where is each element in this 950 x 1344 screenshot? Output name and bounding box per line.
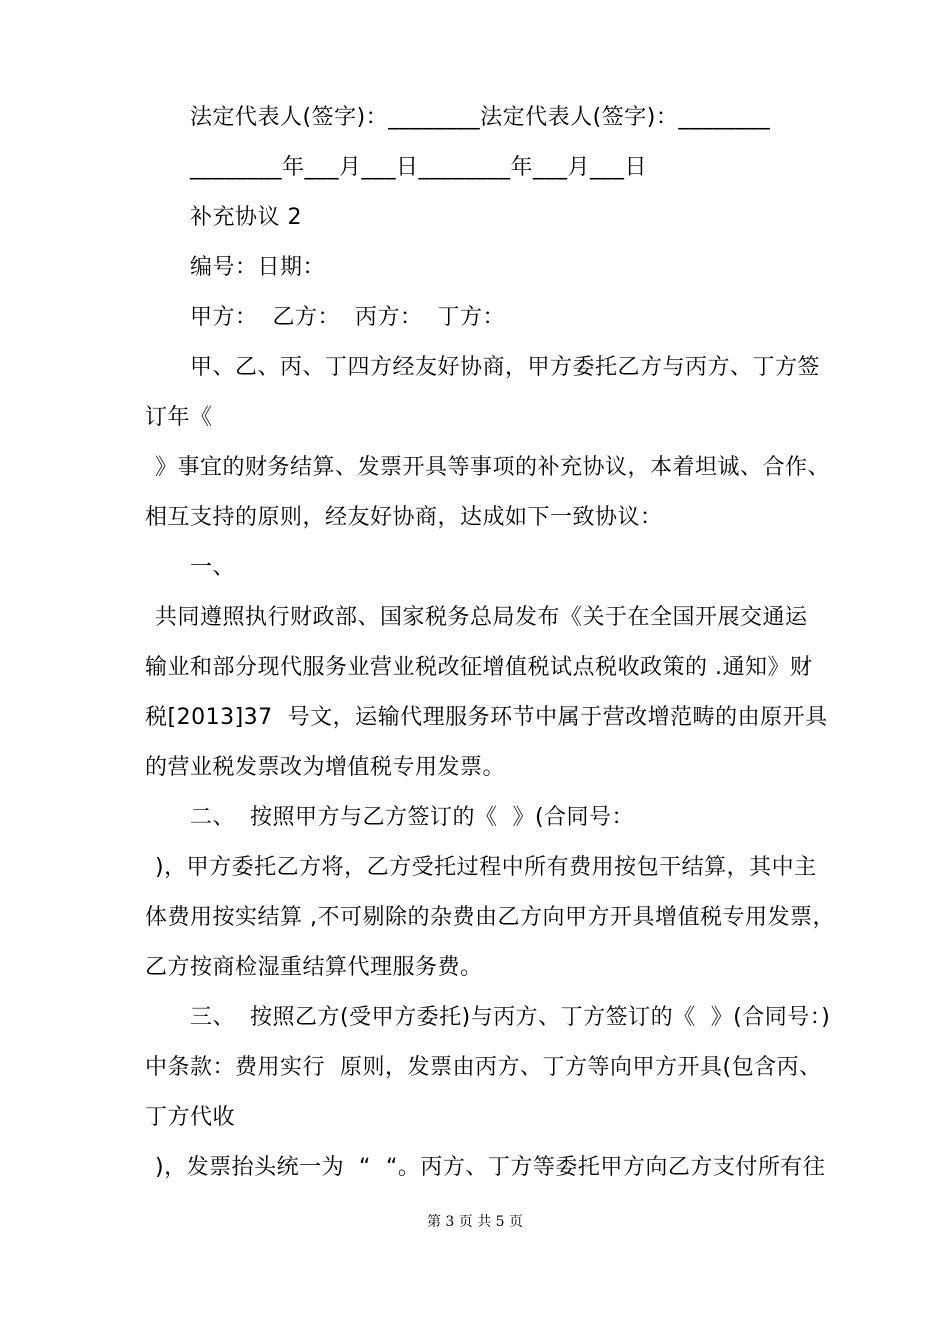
text-line-5: 甲方： 乙方： 丙方： 丁方： <box>190 305 505 330</box>
text-line-19: 三、 按照乙方(受甲方委托)与丙方、丁方签订的《 》(合同号：) <box>190 1005 831 1030</box>
text-line-14: 的营业税发票改为增值税专用发票。 <box>145 755 506 780</box>
text-line-2: ________年___月___日________年___月___日 <box>190 155 648 180</box>
text-line-16: )，甲方委托乙方将，乙方受托过程中所有费用按包干结算，其中主 <box>140 855 817 880</box>
text-line-21: 丁方代收 <box>145 1105 236 1130</box>
text-line-17: 体费用按实结算 ,不可剔除的杂费由乙方向甲方开具增值税专用发票， <box>145 905 835 930</box>
text-line-18: 乙方按商检湿重结算代理服务费。 <box>145 955 483 980</box>
text-line-7: 订年《 <box>145 405 213 430</box>
text-line-13: 税[2013]37 号文，运输代理服务环节中属于营改增范畴的由原开具 <box>145 705 828 730</box>
text-line-1: 法定代表人(签字)：________法定代表人(签字)：________ <box>190 105 771 130</box>
text-line-12: 输业和部分现代服务业营业税改征增值税试点税收政策的 .通知》财 <box>145 655 813 680</box>
text-line-6: 甲、乙、丙、丁四方经友好协商，甲方委托乙方与丙方、丁方签 <box>190 355 821 380</box>
text-line-20: 中条款：费用实行 原则，发票由丙方、丁方等向甲方开具(包含丙、 <box>145 1055 822 1080</box>
text-line-3: 补充协议 2 <box>190 205 302 230</box>
text-line-9: 相互支持的原则，经友好协商，达成如下一致协议： <box>145 505 663 530</box>
text-line-8: 》事宜的财务结算、发票开具等事项的补充协议，本着坦诚、合作、 <box>140 455 830 480</box>
text-line-10: 一、 <box>190 555 236 580</box>
text-line-22: )，发票抬头统一为 “ “。丙方、丁方等委托甲方向乙方支付所有往 <box>140 1155 826 1180</box>
text-line-15: 二、 按照甲方与乙方签订的《 》(合同号： <box>190 805 635 830</box>
page-number-footer: 第 3 页 共 5 页 <box>426 1214 524 1230</box>
text-line-11: 共同遵照执行财政部、国家税务总局发布《关于在全国开展交通运 <box>140 605 808 630</box>
text-line-4: 编号：日期： <box>190 255 326 280</box>
